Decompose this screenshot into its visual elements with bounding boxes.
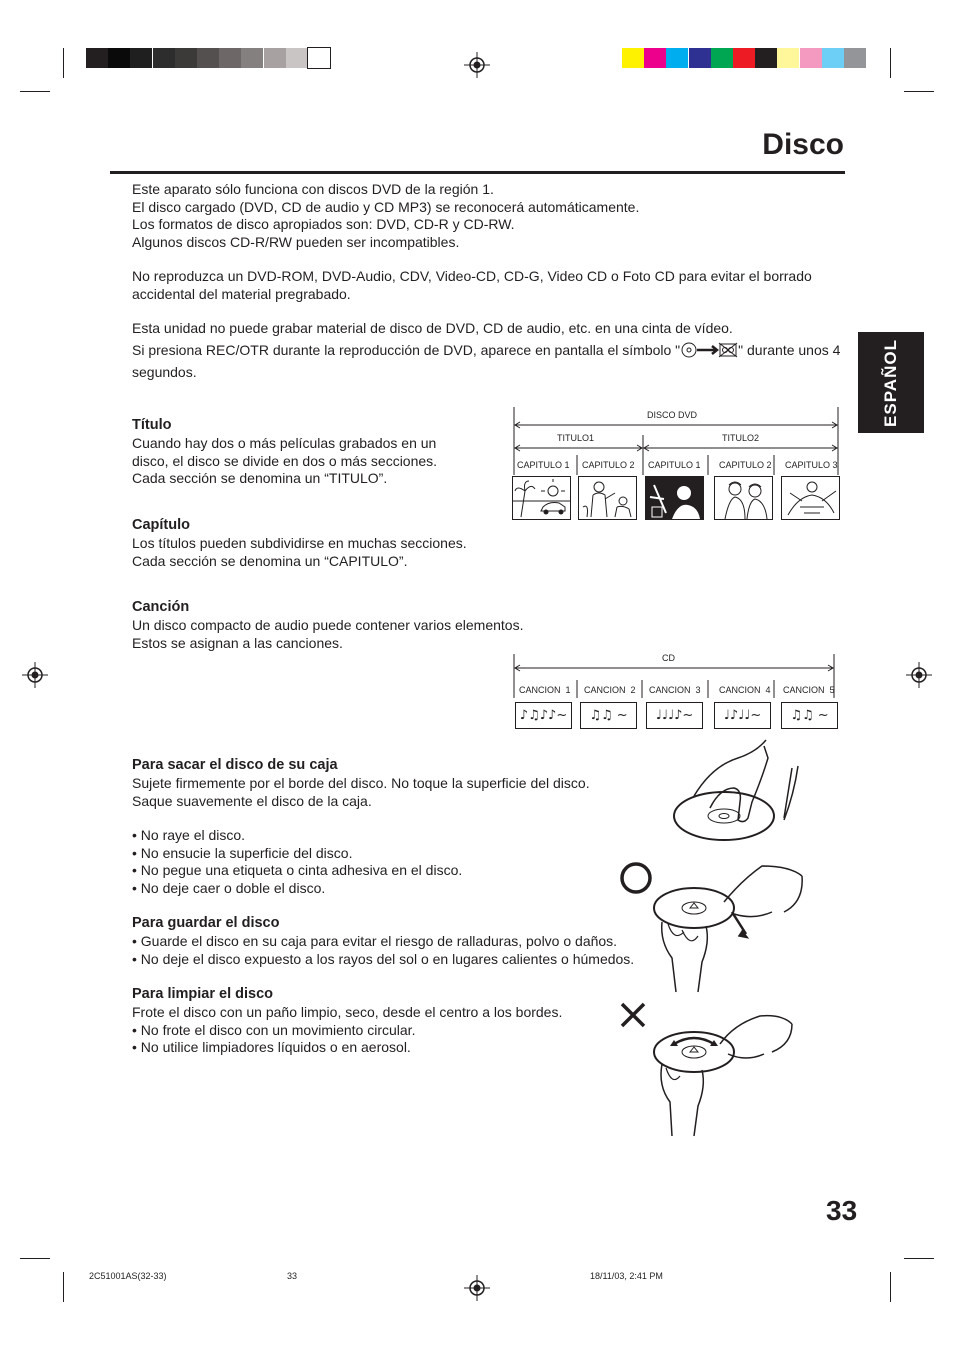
music-notes-icon: ♫♫ ~ — [580, 702, 637, 729]
music-notes-icon: ♪♫♪♪~ — [515, 702, 572, 729]
language-tab — [858, 332, 924, 433]
crop-mark — [904, 91, 934, 92]
text-line: Los formatos de disco apropiados son: DVD, CD-R y CD-RW. — [132, 216, 515, 232]
text-line: Un disco compacto de audio puede contener varios elementos. — [132, 617, 524, 633]
dvd-chapter-label: CAPITULO 1 — [648, 460, 701, 470]
footer-page: 33 — [287, 1271, 298, 1281]
chapter-thumbnail-beach-car — [512, 476, 571, 520]
text-line: Algunos discos CD-R/RW pueden ser incompatibles. — [132, 233, 460, 250]
gray-swatch — [175, 48, 197, 68]
registration-target-icon — [906, 662, 932, 688]
music-notes-icon: ♫♫ ~ — [781, 702, 838, 729]
language-tab-label: ESPAÑOL — [881, 338, 900, 427]
text-line: Frote el disco con un paño limpio, seco, desde el centro a los bordes. — [132, 1004, 563, 1020]
text-line: accidental del material pregrabado. — [132, 285, 351, 302]
cancion-description — [132, 617, 523, 652]
music-notes-icon: ♩♩♩♪~ — [646, 702, 703, 729]
correct-circle-icon — [618, 860, 654, 896]
section-heading-cancion: Canción — [132, 599, 190, 615]
dvd-chapter-label: CAPITULO 1 — [517, 460, 570, 470]
color-swatch — [622, 48, 644, 68]
text-line: Sujete firmemente por el borde del disco. No toque la superficie del disco. — [132, 775, 590, 791]
intro-paragraph-3: Esta unidad no puede grabar material de disco de DVD, CD de audio, etc. en una cinta de vídeo. — [132, 320, 733, 336]
bullet-item: • No deje el disco expuesto a los rayos del sol o en lugares calientes o húmedos. — [132, 950, 635, 967]
gray-swatch — [86, 48, 108, 68]
text-line: Cada sección se denomina un “TITULO”. — [132, 470, 388, 486]
cd-track-label: CANCION 1 — [519, 685, 571, 695]
gray-swatch — [197, 48, 219, 68]
text-line: El disco cargado (DVD, CD de audio y CD MP3) se reconocerá automáticamente. — [132, 198, 640, 215]
dvd-chapter-label: CAPITULO 2 — [582, 460, 635, 470]
crop-mark — [63, 1272, 64, 1302]
hand-cleaning-disc-illustration — [650, 1010, 800, 1138]
text-line: No reproduzca un DVD-ROM, DVD-Audio, CDV, Video-CD, CD-G, Video CD o Foto CD para evitar el borrado — [132, 268, 812, 284]
footer-date: 18/11/03, 2:41 PM — [590, 1271, 663, 1281]
text-line: Este aparato sólo funciona con discos DVD de la región 1. — [132, 181, 494, 197]
music-notes-icon: ♩♪♩♩~ — [714, 702, 771, 729]
cd-track-label: CANCION 4 — [719, 685, 771, 695]
chapter-thumbnail-action — [781, 476, 840, 520]
cd-label: CD — [662, 653, 675, 663]
bullet-item: • No frote el disco con un movimiento circular. — [132, 1021, 416, 1038]
gray-swatch — [264, 48, 286, 68]
bullet-item: • No pegue una etiqueta o cinta adhesiva en el disco. — [132, 862, 463, 878]
crop-mark — [63, 48, 64, 78]
crop-mark — [20, 91, 50, 92]
cd-track-label: CANCION 3 — [649, 685, 701, 695]
dvd-disc-label: DISCO DVD — [647, 410, 698, 420]
gray-swatch — [108, 48, 130, 68]
color-swatch — [755, 48, 777, 68]
color-swatch — [822, 48, 844, 68]
section-heading-titulo: Título — [132, 417, 172, 433]
footer-file-code: 2C51001AS(32-33) — [89, 1271, 167, 1281]
section-heading-guardar: Para guardar el disco — [132, 915, 280, 931]
text-line: Estos se asignan a las canciones. — [132, 634, 343, 651]
text-line: disco, el disco se divide en dos o más secciones. — [132, 452, 438, 469]
chapter-thumbnail-figures — [578, 476, 637, 520]
page-number: 33 — [826, 1195, 858, 1226]
chapter-thumbnail-couple — [714, 476, 773, 520]
gray-swatch — [286, 48, 308, 68]
text-line: Cada sección se denomina un “CAPITULO”. — [132, 552, 408, 569]
bullet-item: • No utilice limpiadores líquidos o en aerosol. — [132, 1039, 411, 1055]
color-swatch — [666, 48, 688, 68]
wrong-cross-icon — [618, 1000, 648, 1030]
bullet-item: • No deje caer o doble el disco. — [132, 879, 326, 896]
bullet-item: • Guarde el disco en su caja para evitar el riesgo de ralladuras, polvo o daños. — [132, 933, 618, 949]
registration-target-icon — [22, 662, 48, 688]
intro-paragraph-2 — [132, 268, 812, 303]
color-swatch — [844, 48, 866, 68]
dvd-title-label: TITULO1 — [557, 433, 595, 443]
dvd-chapter-label: CAPITULO 3 — [785, 460, 838, 470]
cd-track-label: CANCION 5 — [783, 685, 835, 695]
section-heading-capitulo: Capítulo — [132, 517, 190, 533]
text-line: Cuando hay dos o más películas grabados en un — [132, 435, 437, 451]
gray-swatch — [219, 48, 241, 68]
guardar-bullets — [132, 933, 634, 968]
intro-paragraph-1 — [132, 181, 639, 251]
sacar-bullets — [132, 827, 462, 897]
crop-mark — [890, 48, 891, 78]
crop-mark — [20, 1258, 50, 1259]
gray-swatch — [308, 48, 330, 68]
text-line: Los títulos pueden subdividirse en muchas secciones. — [132, 535, 467, 551]
color-swatch — [800, 48, 822, 68]
registration-target-icon — [464, 52, 490, 78]
registration-target-icon — [464, 1275, 490, 1301]
crop-mark — [890, 1272, 891, 1302]
title-rule — [110, 171, 845, 174]
page-title: Disco — [762, 128, 844, 161]
color-swatch — [777, 48, 799, 68]
bullet-item: • No ensucie la superficie del disco. — [132, 844, 353, 861]
color-swatch — [711, 48, 733, 68]
section-heading-sacar: Para sacar el disco de su caja — [132, 757, 338, 773]
color-swatch — [644, 48, 666, 68]
titulo-description — [132, 435, 437, 488]
limpiar-description — [132, 1004, 562, 1057]
text-span: " durante unos 4 — [738, 342, 841, 358]
color-swatch — [733, 48, 755, 68]
capitulo-description — [132, 535, 467, 570]
bullet-item: • No raye el disco. — [132, 827, 246, 843]
dvd-chapter-label: CAPITULO 2 — [719, 460, 772, 470]
crop-mark — [904, 1258, 934, 1259]
hand-lifting-disc-illustration — [672, 738, 807, 843]
gray-swatch — [130, 48, 152, 68]
sacar-description — [132, 775, 590, 810]
cd-track-label: CANCION 2 — [584, 685, 636, 695]
chapter-thumbnail-dark-scene — [645, 476, 704, 520]
gray-swatch — [241, 48, 263, 68]
text-span: Si presiona REC/OTR durante la reproducción de DVD, aparece en pantalla el símbolo " — [132, 342, 681, 358]
intro-paragraph-4 — [132, 342, 852, 381]
color-swatch — [689, 48, 711, 68]
text-line: Saque suavemente el disco de la caja. — [132, 792, 372, 809]
dvd-title-label: TITULO2 — [722, 433, 760, 443]
gray-swatch — [153, 48, 175, 68]
text-line: segundos. — [132, 363, 197, 380]
hand-holding-disc-edge-illustration — [652, 862, 810, 994]
section-heading-limpiar: Para limpiar el disco — [132, 986, 274, 1002]
no-copy-symbol-icon — [680, 342, 738, 358]
